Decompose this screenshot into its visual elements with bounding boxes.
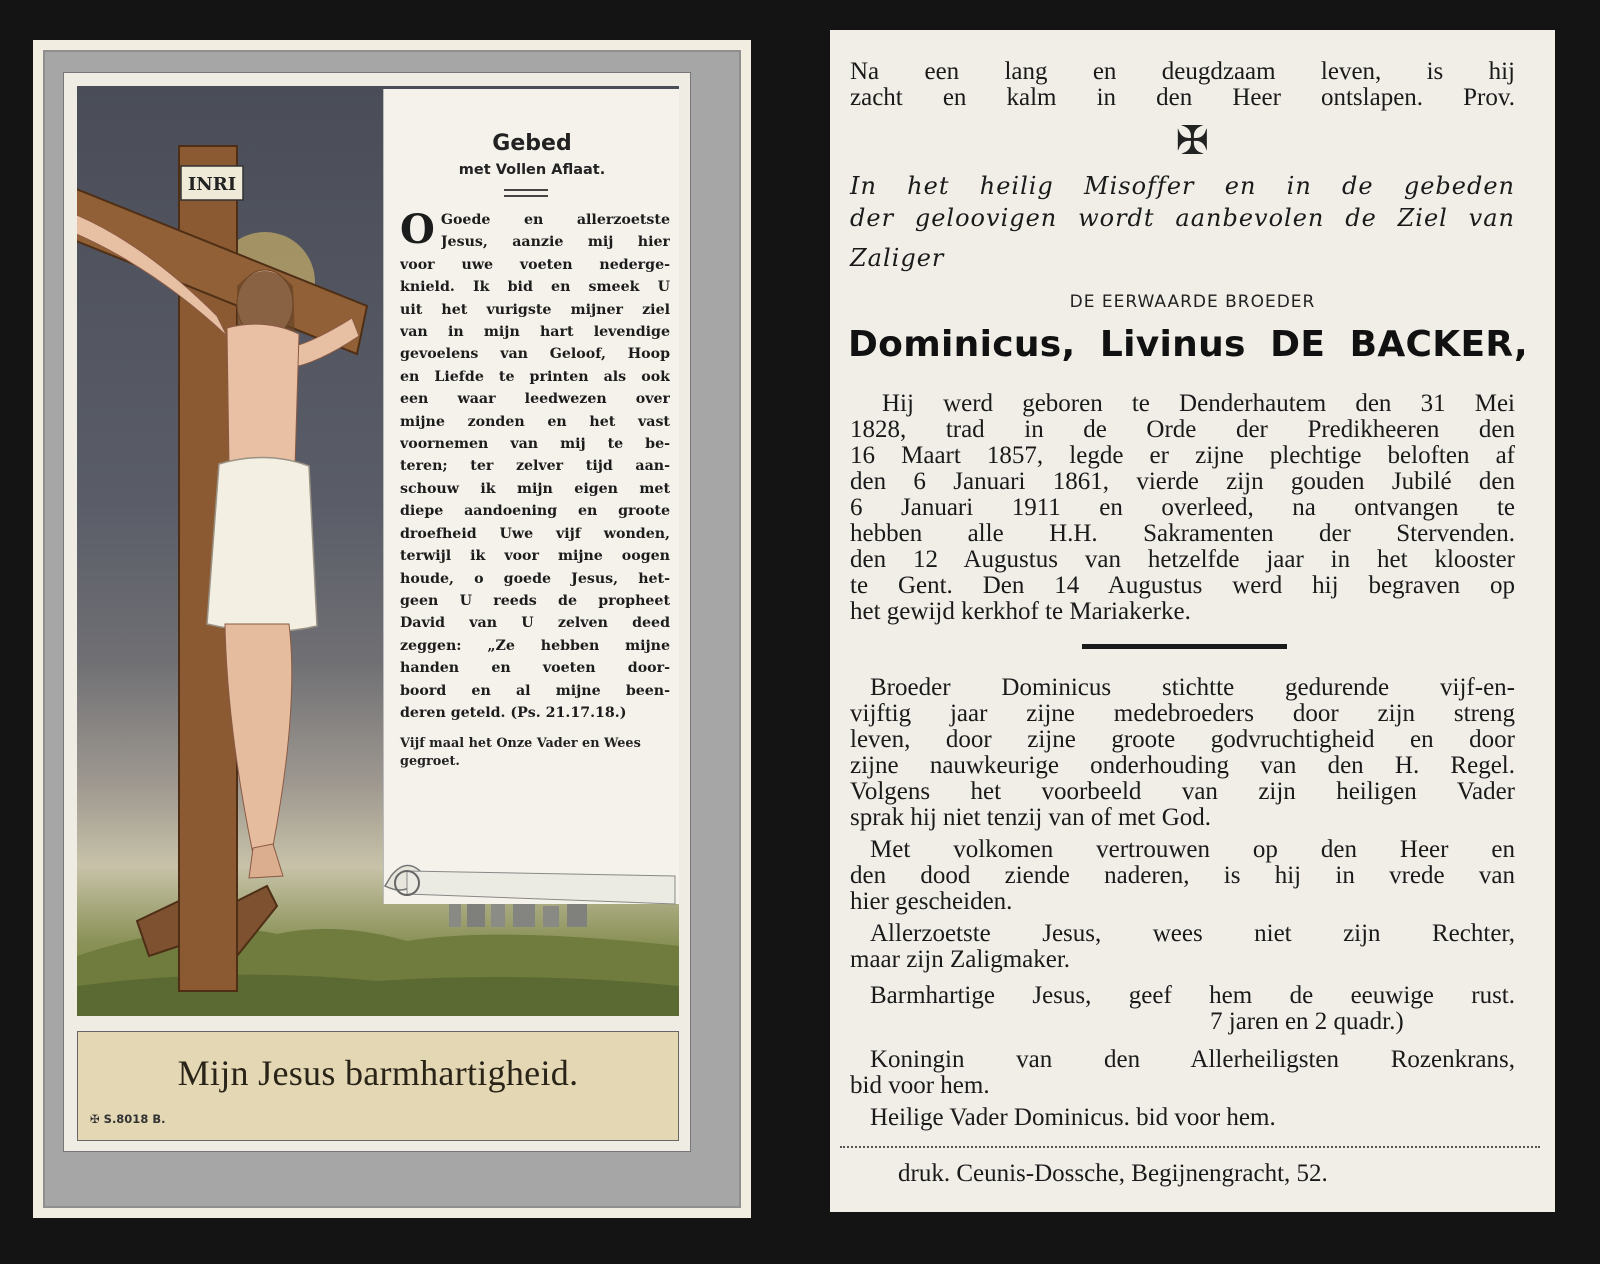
section-divider bbox=[1082, 644, 1287, 649]
caption-panel bbox=[77, 1031, 679, 1141]
inner-panel bbox=[63, 72, 691, 1152]
dotted-divider bbox=[840, 1146, 1540, 1148]
biography-line: Hij werd geboren te Denderhautem den 31 Mei bbox=[882, 390, 1515, 417]
prayer-scroll bbox=[383, 89, 679, 904]
italic-line-3: Zaliger bbox=[850, 244, 945, 272]
prayer-line: geen U reeds de propheet bbox=[400, 592, 670, 609]
prayer-rule-top bbox=[504, 189, 548, 191]
prayer-rule-bottom bbox=[504, 195, 548, 197]
prayer-line: Jesus, aanzie mij hier bbox=[440, 234, 670, 251]
prayer-line: Barmhartige Jesus, geef hem de eeuwige rust. bbox=[870, 982, 1515, 1009]
virtue-line: Broeder Dominicus stichtte gedurende vijf-en- bbox=[870, 674, 1515, 701]
virtue-line: Volgens het voorbeeld van zijn heiligen Vader bbox=[850, 778, 1515, 805]
prayer-line: boord en al mijne been- bbox=[400, 682, 670, 699]
prayer-line: terwijl ik voor mijne oogen bbox=[400, 548, 670, 565]
prayer-dropcap: O bbox=[400, 206, 435, 253]
prayer-line: van in mijn hart levendige bbox=[400, 324, 670, 341]
prayer-line: mijne zonden en het vast bbox=[400, 413, 670, 430]
biography-line: den 6 Januari 1861, vierde zijn gouden Jubilé den bbox=[850, 468, 1515, 495]
prayer-line: zeggen: „Ze hebben mijne bbox=[400, 637, 670, 654]
publisher-mark-icon: ✠ bbox=[90, 1112, 100, 1126]
memorial-text-card bbox=[830, 30, 1555, 1212]
closing-invocation: Heilige Vader Dominicus. bid voor hem. bbox=[870, 1104, 1276, 1131]
biography-line: hebben alle H.H. Sakramenten der Stervenden. bbox=[850, 520, 1515, 547]
biography-line: 16 Maart 1857, legde er zijne plechtige beloften af bbox=[850, 442, 1515, 469]
prayer-line: en Liefde te printen als ook bbox=[400, 368, 670, 385]
devotional-image-card bbox=[33, 40, 751, 1218]
trust-line: den dood ziende naderen, is hij in vrede van bbox=[850, 862, 1515, 889]
virtue-line: zijne nauwkeurige onderhouding van den H. Regel. bbox=[850, 752, 1515, 779]
prayer-line: bid voor hem. bbox=[850, 1072, 990, 1099]
prayer-line: voornemen van mij te be- bbox=[400, 436, 670, 453]
prayer-line: voor uwe voeten nederge- bbox=[400, 256, 670, 273]
caption-text: Mijn Jesus barmhartigheid. bbox=[177, 1053, 579, 1093]
biography-line: 1828, trad in de Orde der Predikheeren den bbox=[850, 416, 1515, 443]
print-code-text: S.8018 B. bbox=[103, 1112, 166, 1126]
prayer-line: handen en voeten door- bbox=[400, 660, 670, 677]
virtue-line: leven, door zijne groote godvruchtigheid en door bbox=[850, 726, 1515, 753]
printer-line: druk. Ceunis-Dossche, Begijnengracht, 52. bbox=[898, 1160, 1328, 1187]
title-line: DE EERWAARDE BROEDER bbox=[1069, 292, 1316, 312]
prayer-line: knield. Ik bid en smeek U bbox=[400, 279, 670, 296]
biography-line: den 12 Augustus van hetzelfde jaar in het klooster bbox=[850, 546, 1515, 573]
prayer-line: diepe aandoening en groote bbox=[400, 503, 670, 520]
prayer-line: een waar leedwezen over bbox=[400, 391, 670, 408]
prayer-text bbox=[400, 206, 670, 724]
prayer-line: uit het vurigste mijner ziel bbox=[400, 301, 670, 318]
italic-line-1: In het heilig Misoffer en in de gebeden bbox=[850, 172, 1515, 200]
biography-line: te Gent. Den 14 Augustus werd hij begraven op bbox=[850, 572, 1515, 599]
virtue-line: vijftig jaar zijne medebroeders door zijn streng bbox=[850, 700, 1515, 727]
crucifixion-illustration bbox=[77, 86, 679, 1016]
intro-line-1: Na een lang en deugdzaam leven, is hij bbox=[850, 58, 1515, 85]
trust-line: Met volkomen vertrouwen op den Heer en bbox=[870, 836, 1515, 863]
virtue-line: sprak hij niet tenzij van of met God. bbox=[850, 804, 1212, 831]
prayer-line: teren; ter zelver tijd aan- bbox=[400, 458, 670, 475]
prayer-line: Koningin van den Allerheiligsten Rozenkrans, bbox=[870, 1046, 1515, 1073]
biography-line: het gewijd kerkhof te Mariakerke. bbox=[850, 598, 1191, 625]
biography-line: 6 Januari 1911 en overleed, na ontvangen te bbox=[850, 494, 1515, 521]
print-code bbox=[90, 1112, 165, 1126]
prayer-subtitle: met Vollen Aflaat. bbox=[458, 162, 606, 178]
deceased-name: Dominicus, Livinus DE BACKER, bbox=[848, 324, 1528, 365]
maltese-cross-icon: ✠ bbox=[1175, 118, 1210, 164]
prayer-line: maar zijn Zaligmaker. bbox=[850, 946, 1071, 973]
intro-line-2: zacht en kalm in den Heer ontslapen. Prov. bbox=[850, 84, 1515, 111]
inri-inscription: INRI bbox=[187, 174, 237, 195]
prayer-line: Allerzoetste Jesus, wees niet zijn Rechter, bbox=[870, 920, 1515, 947]
prayer-line: Goede en allerzoetste bbox=[440, 212, 670, 228]
prayer-closing: Vijf maal het Onze Vader en Wees gegroet. bbox=[400, 736, 641, 769]
prayer-line: houde, o goede Jesus, het- bbox=[400, 570, 670, 587]
prayer-title: Gebed bbox=[492, 131, 572, 156]
prayer-line: David van U zelven deed bbox=[400, 615, 670, 632]
prayer-line: deren geteld. (Ps. 21.17.18.) bbox=[400, 704, 627, 721]
prayer-line: droefheid Uwe vijf wonden, bbox=[400, 525, 670, 542]
prayer-line: 7 jaren en 2 quadr.) bbox=[1210, 1008, 1404, 1035]
prayer-line: schouw ik mijn eigen met bbox=[400, 480, 670, 497]
italic-line-2: der geloovigen wordt aanbevolen de Ziel van bbox=[850, 204, 1515, 232]
trust-line: hier gescheiden. bbox=[850, 888, 1013, 915]
prayer-line: gevoelens van Geloof, Hoop bbox=[400, 346, 670, 363]
